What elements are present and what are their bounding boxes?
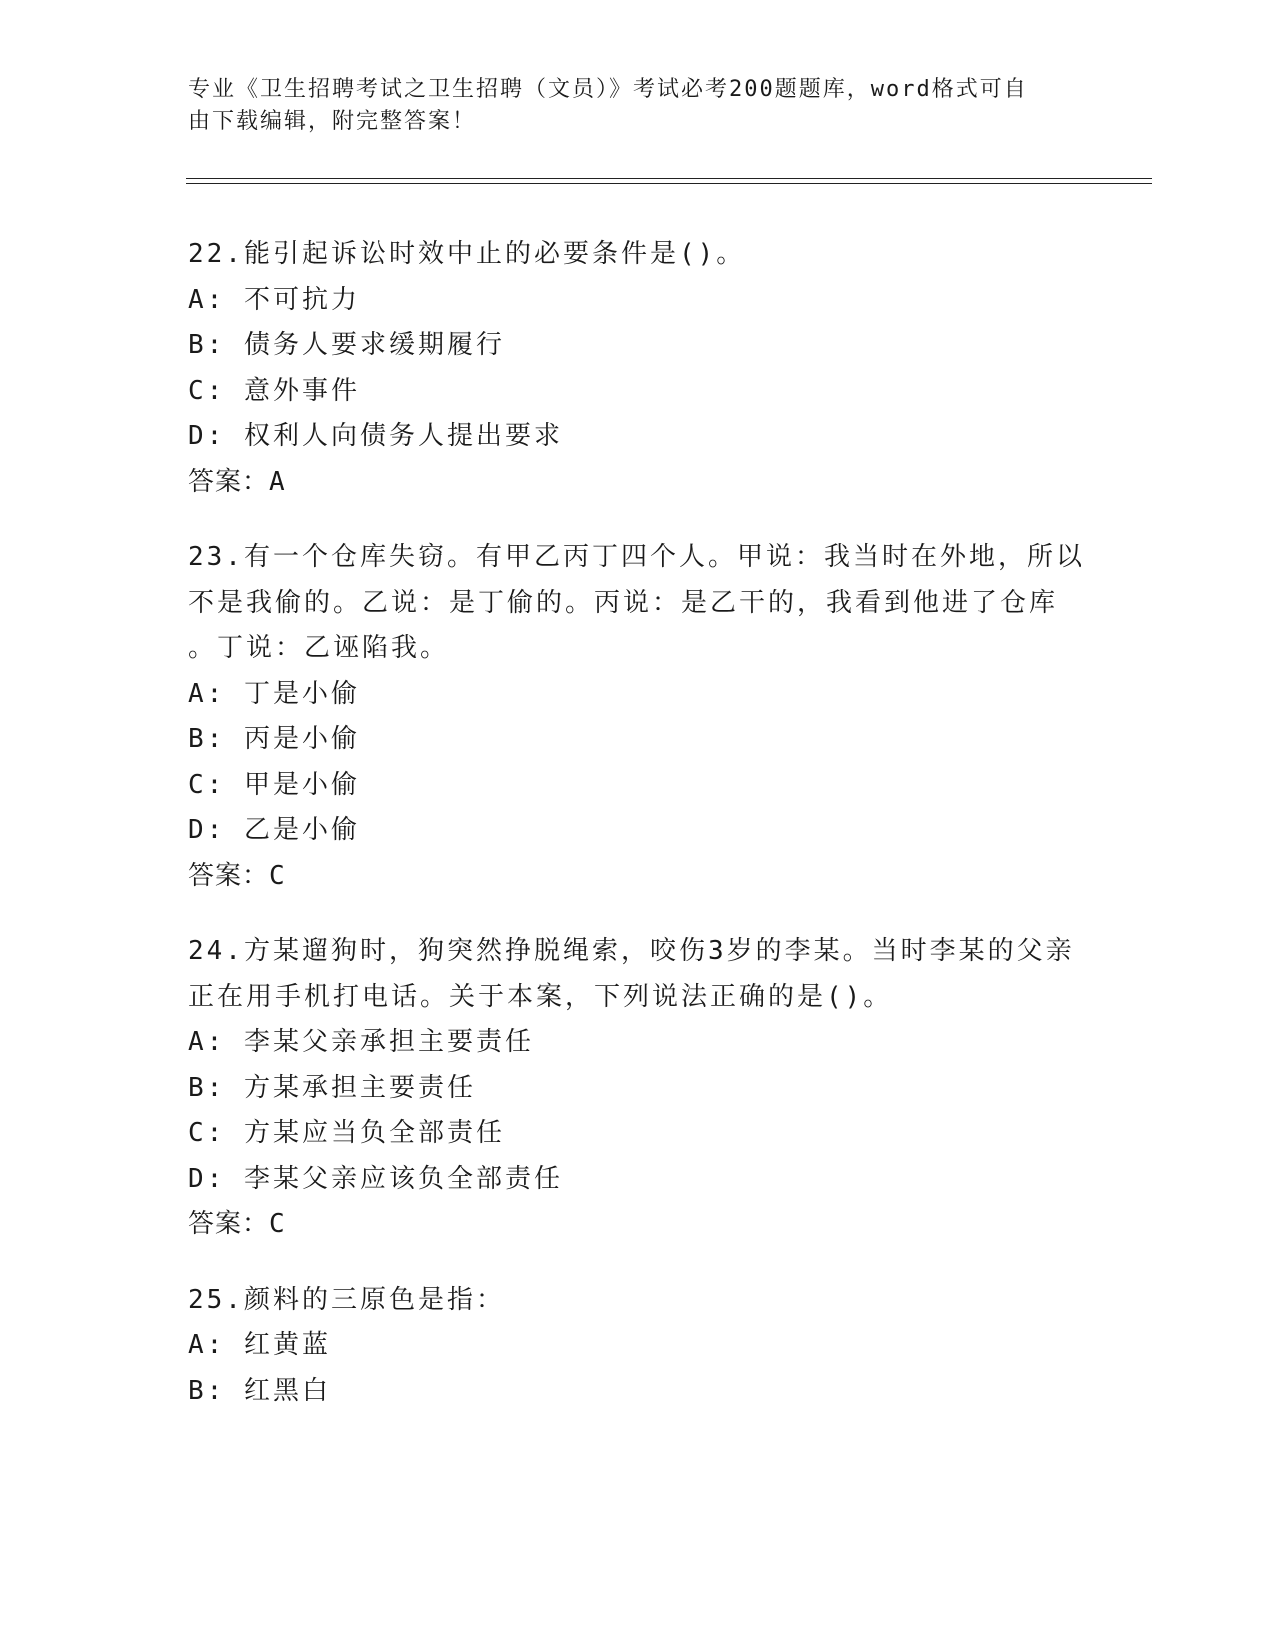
question-stem-line: 。丁说：乙诬陷我。	[188, 633, 450, 663]
answer-label: 答案：	[188, 860, 270, 891]
option-d: D: 权利人向债务人提出要求	[188, 421, 563, 451]
answer-value: A	[269, 466, 286, 497]
question-stem-line: 24.方某遛狗时，狗突然挣脱绳索，咬伤3岁的李某。当时李某的父亲	[188, 936, 1075, 966]
option-a: A: 李某父亲承担主要责任	[188, 1027, 534, 1057]
answer-value: C	[269, 860, 286, 891]
question-25	[188, 1278, 1088, 1415]
question-stem-line: 25.颜料的三原色是指：	[188, 1284, 505, 1315]
option-b: B: 丙是小偷	[188, 724, 360, 754]
answer-line	[188, 460, 1088, 506]
option-a: A: 红黄蓝	[188, 1330, 331, 1360]
header-line-1: 专业《卫生招聘考试之卫生招聘（文员）》考试必考200题题库，word格式可自	[188, 77, 1028, 102]
answer-line	[188, 854, 1088, 900]
question-stem-line: 不是我偷的。乙说：是丁偷的。丙说：是乙干的，我看到他进了仓库	[188, 587, 1059, 618]
header-divider-bottom	[186, 183, 1152, 184]
option-b: B: 债务人要求缓期履行	[188, 330, 505, 360]
option-b: B: 方某承担主要责任	[188, 1072, 476, 1103]
option-a: A: 丁是小偷	[188, 678, 360, 709]
option-d: D: 乙是小偷	[188, 815, 360, 845]
option-d: D: 李某父亲应该负全部责任	[188, 1163, 563, 1194]
header-divider-top	[186, 178, 1152, 179]
option-c: C: 甲是小偷	[188, 769, 360, 800]
document-header	[188, 74, 1068, 138]
question-stem-line: 22.能引起诉讼时效中止的必要条件是()。	[188, 239, 746, 269]
question-list	[188, 232, 1088, 1444]
question-22	[188, 232, 1088, 505]
question-24	[188, 929, 1088, 1248]
option-c: C: 方某应当负全部责任	[188, 1118, 505, 1148]
question-stem-line: 正在用手机打电话。关于本案，下列说法正确的是()。	[188, 981, 893, 1012]
answer-value: C	[269, 1209, 286, 1239]
answer-line	[188, 1202, 1088, 1248]
header-line-2: 由下载编辑，附完整答案！	[188, 109, 477, 134]
option-a: A: 不可抗力	[188, 284, 360, 315]
answer-label: 答案：	[188, 466, 270, 497]
option-b: B: 红黑白	[188, 1375, 331, 1406]
question-23	[188, 535, 1088, 899]
question-stem-line: 23.有一个仓库失窃。有甲乙丙丁四个人。甲说：我当时在外地，所以	[188, 542, 1085, 572]
option-c: C: 意外事件	[188, 375, 360, 406]
answer-label: 答案：	[188, 1209, 270, 1239]
